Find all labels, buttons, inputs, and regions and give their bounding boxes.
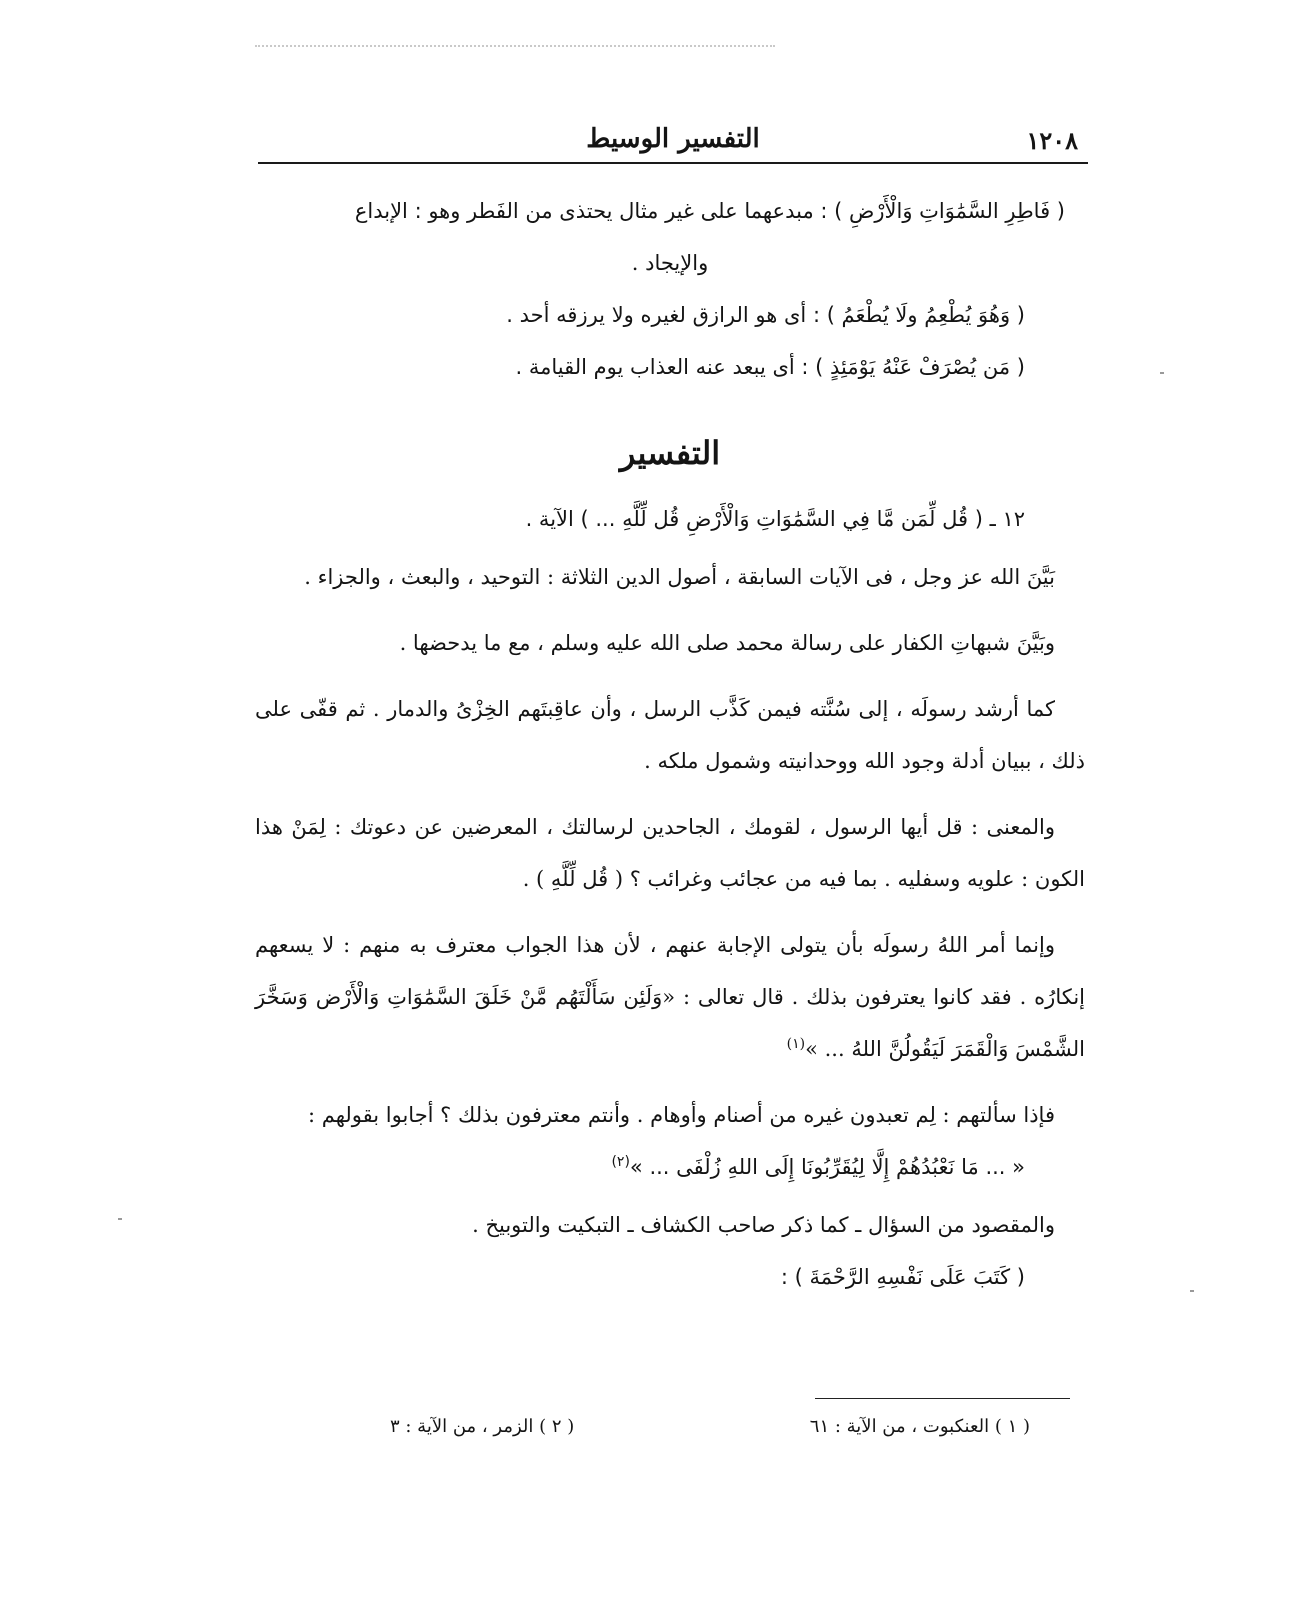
paragraph-doubts: وبَيَّنَ شبهاتِ الكفار على رسالة محمد صلى الله عليه وسلم ، مع ما يدحضها . [399,631,1055,655]
verse-zumar-text: « ... مَا نَعْبُدُهُمْ إِلَّا لِيُقَرِّبُونَا إِلَى اللهِ زُلْفَى ... » [629,1155,1025,1179]
page-number: ١٢٠٨ [1026,126,1078,155]
gloss-yutim: ( وَهُوَ يُطْعِمُ ولَا يُطْعَمُ ) : أى هو الرازق لغيره ولا يرزقه أحد . [506,303,1025,327]
verse-rahma: ( كَتَبَ عَلَى نَفْسِهِ الرَّحْمَةَ ) : [780,1265,1025,1289]
paragraph-sunnah: كما أرشد رسولَه ، إلى سُنَّته فيمن كَذَّب الرسل ، وأن عاقِبتَهم الخِزْىُ والدمار . ثم قفّى على ذلك ، ببيان أدلة وجود الله ووحدانيته وشمول ملكه . [255,697,1085,773]
verse-zumar [255,1141,1085,1193]
footnotes [390,1410,1030,1450]
gloss-fatir: ( فَاطِرِ السَّمَٰوَاتِ وَالْأَرْضِ ) : مبدعهما على غير مثال يحتذى من الفَطر وهو : الإبداع [354,199,1065,223]
paragraph-answer-text: وإنما أمر اللهُ رسولَه بأن يتولى الإجابة عنهم ، لأن هذا الجواب معترف به منهم : لا يسعهم إنكارُه . فقد كانوا يعترفون بذلك . قال تعالى : «وَلَئِن سَأَلْتَهُم مَّنْ خَلَقَ السَّمَٰوَاتِ وَالْأَرْض وَسَخَّرَ الشَّمْسَ وَالْقَمَرَ لَيَقُولُنَّ اللهُ ... » [255,933,1085,1061]
gloss-fatir-continuation: والإيجاد . [631,251,709,275]
scan-speck [1190,1290,1194,1292]
running-title: التفسير الوسيط [586,124,760,154]
footnote-ref-1: (١) [786,1036,806,1052]
section-heading: التفسير [619,434,721,472]
footnote-1: ( ١ ) العنكبوت ، من الآية : ٦١ [809,1416,1030,1437]
footnote-ref-2: (٢) [611,1154,630,1170]
verse-heading: ١٢ ـ ( قُل لِّمَن مَّا فِي السَّمَٰوَاتِ وَالْأَرْضِ قُل لِّلَّهِ ... ) الآية . [525,507,1025,531]
paragraph-answer [255,919,1085,1075]
paragraph-meaning: والمعنى : قل أيها الرسول ، لقومك ، الجاحدين لرسالتك ، المعرضين عن دعوتك : لِمَنْ هذا الكون : علويه وسفليه . بما فيه من عجائب وغرائب ؟ ( قُل لِّلَّهِ ) . [255,815,1085,891]
scan-speck [1160,372,1164,374]
scan-speck [118,1218,122,1220]
paragraph-question: فإذا سألتهم : لِم تعبدون غيره من أصنام وأوهام . وأنتم معترفون بذلك ؟ أجابوا بقولهم : [307,1103,1055,1127]
footnote-2: ( ٢ ) الزمر ، من الآية : ٣ [390,1416,575,1437]
footnote-divider [815,1398,1070,1399]
scan-artifact [255,45,775,51]
body-text [255,185,1085,1309]
gloss-yusraf: ( مَن يُصْرَفْ عَنْهُ يَوْمَئِذٍ ) : أى يبعد عنه العذاب يوم القيامة . [515,355,1025,379]
paragraph-principles: بَيَّنَ الله عز وجل ، فى الآيات السابقة ، أصول الدين الثلاثة : التوحيد ، والبعث ، والجزاء . [304,565,1055,589]
page-header [258,118,1088,164]
paragraph-purpose: والمقصود من السؤال ـ كما ذكر صاحب الكشاف ـ التبكيت والتوبيخ . [472,1213,1055,1237]
